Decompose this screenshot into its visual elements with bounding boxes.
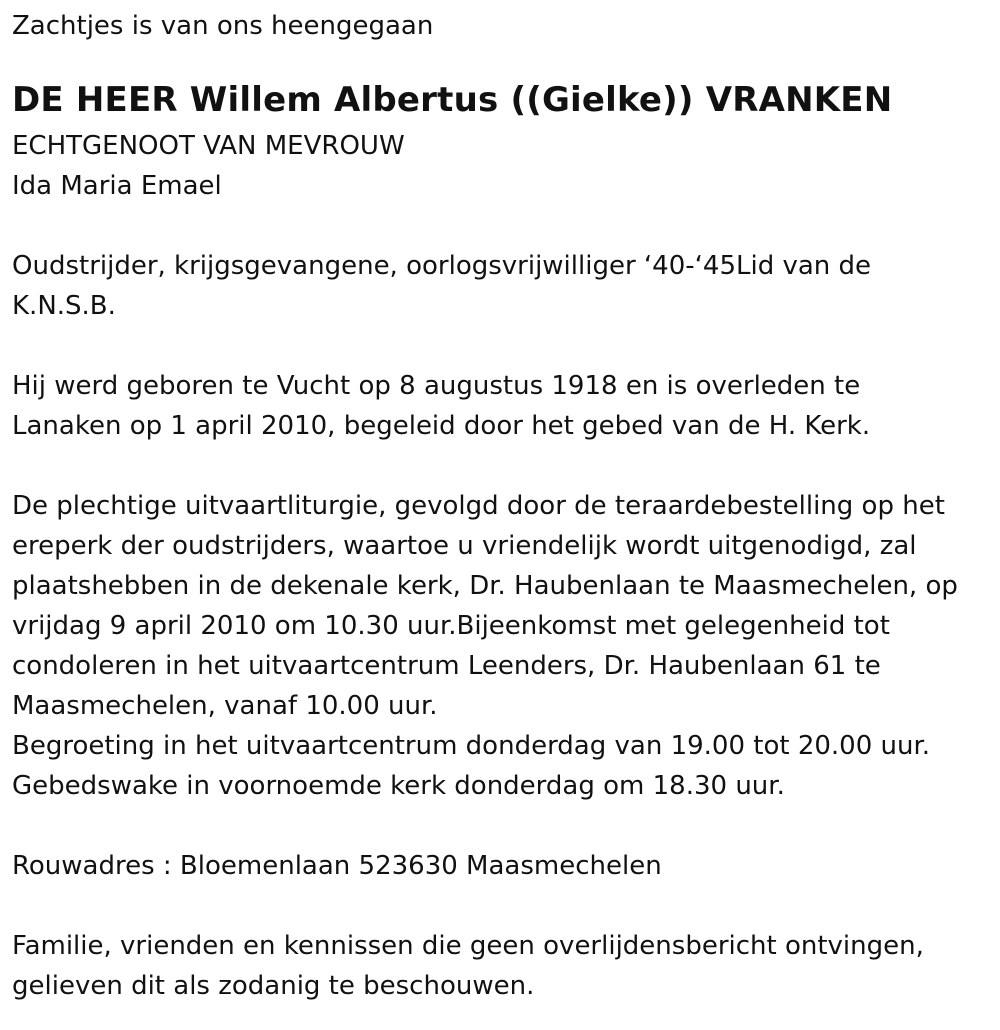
role-paragraph [12, 246, 988, 326]
paragraph-gap [12, 806, 988, 846]
funeral-line: Begroeting in het uitvaartcentrum donderdag van 19.00 tot 20.00 uur. [12, 731, 931, 761]
paragraph-gap [12, 326, 988, 366]
role-line: K.N.S.B. [12, 291, 116, 321]
paragraph-gap [12, 206, 988, 246]
funeral-paragraph [12, 486, 988, 806]
deceased-name: DE HEER Willem Albertus ((Gielke)) VRANKEN [12, 80, 893, 120]
funeral-line: Gebedswake in voornoemde kerk donderdag om 18.30 uur. [12, 771, 785, 801]
funeral-line: De plechtige uitvaartliturgie, gevolgd door de teraardebestelling op het [12, 491, 945, 521]
life-line: Lanaken op 1 april 2010, begeleid door het gebed van de H. Kerk. [12, 411, 871, 441]
life-line: Hij werd geboren te Vucht op 8 augustus 1918 en is overleden te [12, 371, 861, 401]
paragraph-gap [12, 886, 988, 926]
spouse-label: ECHTGENOOT VAN MEVROUW [12, 131, 405, 161]
paragraph-gap [12, 446, 988, 486]
funeral-line: ereperk der oudstrijders, waartoe u vriendelijk wordt uitgenodigd, zal [12, 531, 917, 561]
closing-line: Familie, vrienden en kennissen die geen overlijdensbericht ontvingen, [12, 931, 924, 961]
closing-line: gelieven dit als zodanig te beschouwen. [12, 971, 535, 1001]
funeral-line: vrijdag 9 april 2010 om 10.30 uur.Bijeenkomst met gelegenheid tot [12, 611, 890, 641]
funeral-line: condoleren in het uitvaartcentrum Leenders, Dr. Haubenlaan 61 te [12, 651, 881, 681]
closing-paragraph [12, 926, 988, 1006]
funeral-line: plaatshebben in de dekenale kerk, Dr. Haubenlaan te Maasmechelen, op [12, 571, 958, 601]
life-paragraph [12, 366, 988, 446]
role-line: Oudstrijder, krijgsgevangene, oorlogsvrijwilliger ‘40-‘45Lid van de [12, 251, 872, 281]
funeral-line: Maasmechelen, vanaf 10.00 uur. [12, 691, 438, 721]
mourning-address: Rouwadres : Bloemenlaan 523630 Maasmechelen [12, 851, 662, 881]
intro-text: Zachtjes is van ons heengegaan [12, 11, 434, 41]
spouse-name: Ida Maria Emael [12, 171, 222, 201]
